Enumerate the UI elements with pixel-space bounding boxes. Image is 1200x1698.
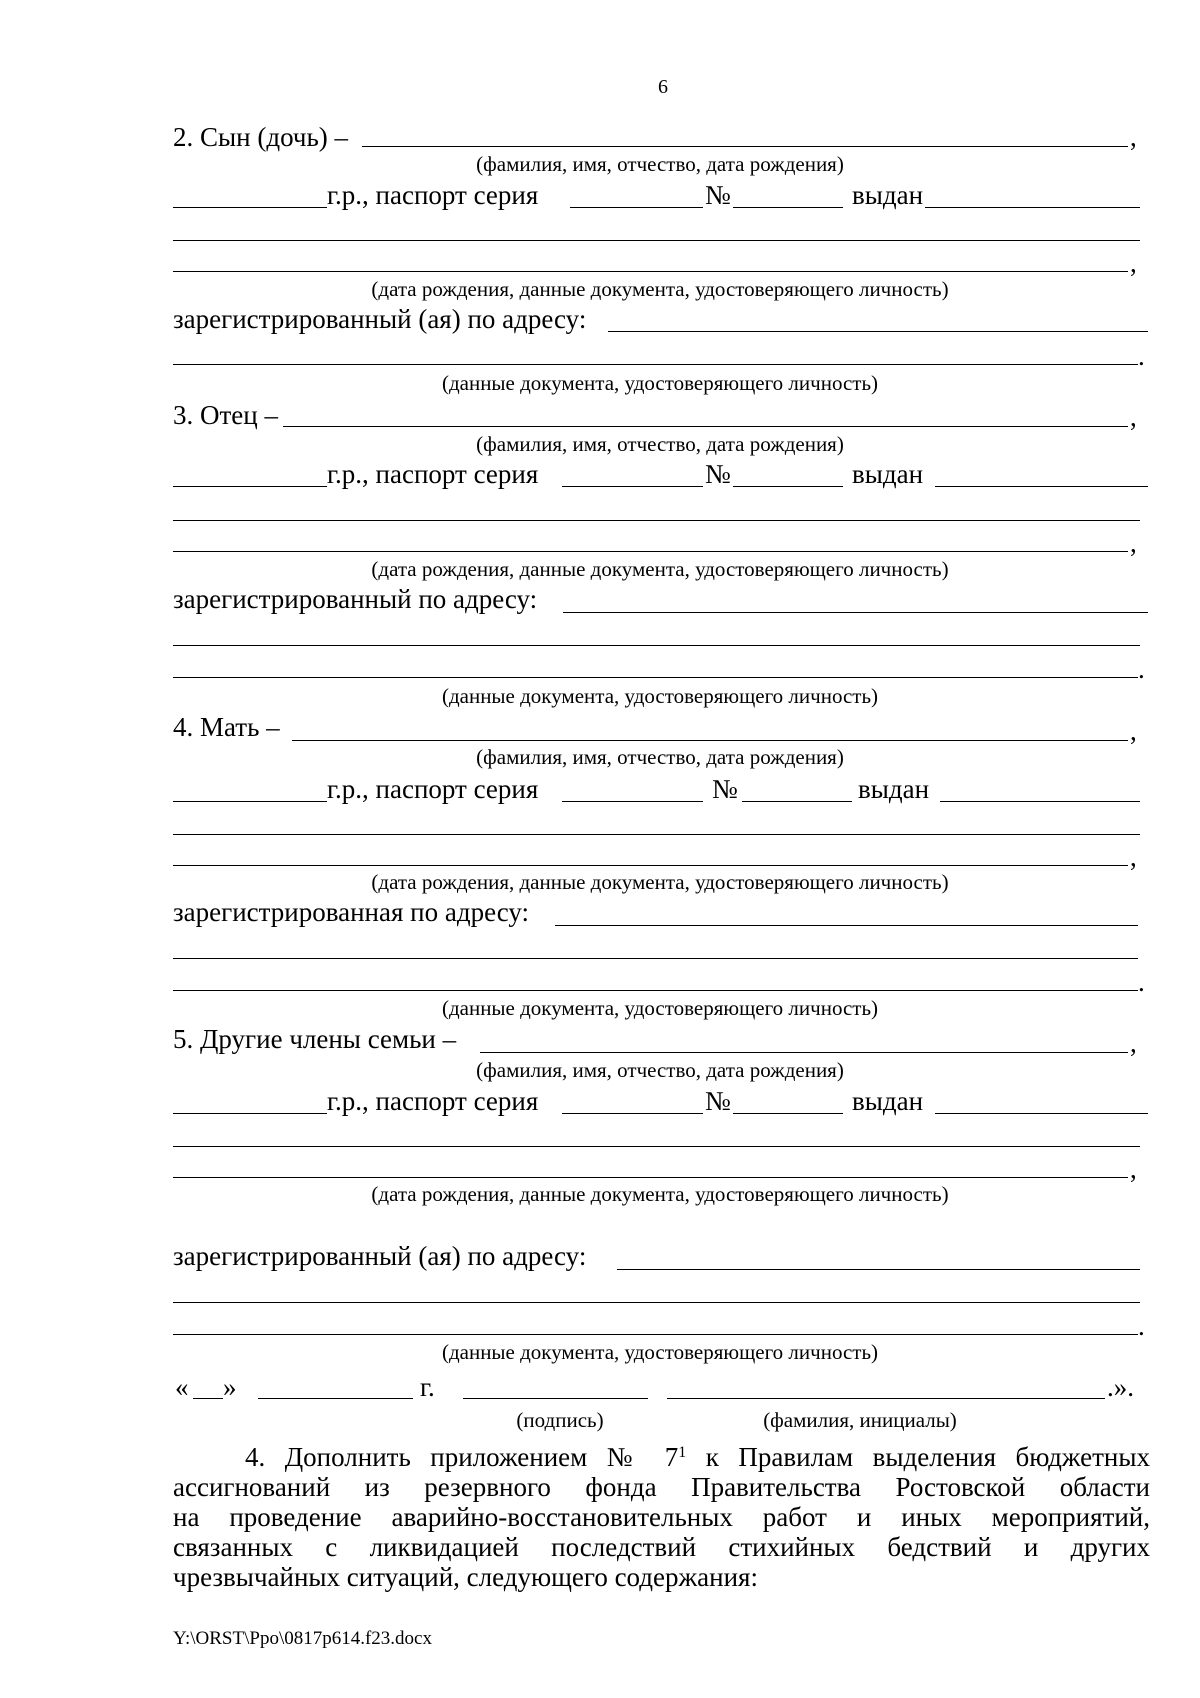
mother-doc-comma: , [1130,842,1137,872]
others-passport-label: г.р., паспорт серия [327,1086,539,1116]
others-birthyear-line[interactable] [173,1113,327,1114]
mother-passport-label: г.р., паспорт серия [327,774,539,804]
son-number-label: № [705,180,731,210]
mother-number-label: № [712,774,738,804]
mother-issued-label: выдан [858,774,930,804]
father-address-line-2[interactable] [173,645,1140,646]
son-address-label: зарегистрированный (ая) по адресу: [173,304,587,334]
paragraph-superscript: 1 [678,1444,687,1461]
mother-fio-caption: (фамилия, имя, отчество, дата рождения) [476,745,844,769]
others-address-line-1[interactable] [617,1269,1140,1270]
father-passport-label: г.р., паспорт серия [327,459,539,489]
mother-doc-caption: (данные документа, удостоверяющего личность) [441,996,879,1020]
son-doc-comma: , [1130,248,1137,278]
name-initials-line[interactable] [667,1398,1105,1399]
father-doc-line-1[interactable] [173,520,1140,521]
son-name-comma: , [1130,122,1137,152]
mother-address-line-1[interactable] [555,925,1138,926]
others-doc-comma: , [1130,1154,1137,1184]
others-number-line[interactable] [733,1113,843,1114]
others-doc-caption: (данные документа, удостоверяющего личность) [441,1340,879,1364]
mother-name-line[interactable] [292,740,1128,741]
father-issued-line[interactable] [935,486,1148,487]
date-quote-open: « [175,1372,189,1402]
son-birthyear-line[interactable] [173,207,327,208]
son-fio-caption: (фамилия, имя, отчество, дата рождения) [476,152,844,176]
section-mother-title: 4. Мать – [173,712,280,742]
mother-issued-line[interactable] [940,801,1140,802]
father-doc-line-2[interactable] [173,551,1128,552]
mother-dob-doc-caption: (дата рождения, данные документа, удостоверяющего личность) [371,870,949,894]
paragraph-line-4: связанных с ликвидацией последствий стихийных бедствий и других [173,1532,1150,1562]
others-doc-line-2[interactable] [173,1177,1128,1178]
others-fio-caption: (фамилия, имя, отчество, дата рождения) [476,1058,844,1082]
date-month-line[interactable] [258,1398,413,1399]
paragraph-line-1-text: 4. Дополнить приложением № 7 [245,1442,679,1472]
date-day-line[interactable] [193,1398,223,1399]
son-doc-line-2[interactable] [173,271,1128,272]
section-father-title: 3. Отец – [173,400,278,430]
others-address-line-3[interactable] [173,1334,1138,1335]
father-issued-label: выдан [852,459,924,489]
others-dob-doc-caption: (дата рождения, данные документа, удостоверяющего личность) [371,1182,949,1206]
father-address-label: зарегистрированный по адресу: [173,584,538,614]
others-issued-line[interactable] [935,1113,1148,1114]
paragraph-line-1-rest: к Правилам выделения бюджетных [686,1442,1150,1472]
son-address-line-2[interactable] [173,364,1138,365]
signature-caption: (подпись) [516,1408,604,1432]
mother-address-line-2[interactable] [173,958,1138,959]
father-dob-doc-caption: (дата рождения, данные документа, удостоверяющего личность) [371,557,949,581]
others-name-comma: , [1130,1028,1137,1058]
father-name-line[interactable] [283,426,1128,427]
others-address-period: . [1138,1311,1145,1341]
mother-name-comma: , [1130,716,1137,746]
name-initials-caption: (фамилия, инициалы) [763,1408,957,1432]
others-address-label: зарегистрированный (ая) по адресу: [173,1241,587,1271]
others-issued-label: выдан [852,1086,924,1116]
date-quote-close: » [223,1372,237,1402]
father-doc-comma: , [1130,528,1137,558]
son-series-line[interactable] [570,207,703,208]
son-dob-doc-caption: (дата рождения, данные документа, удостоверяющего личность) [371,277,949,301]
date-year-suffix: г. [420,1372,435,1402]
son-doc-caption: (данные документа, удостоверяющего личность) [441,371,879,395]
mother-address-line-3[interactable] [173,990,1138,991]
son-name-line[interactable] [362,146,1128,147]
others-series-line[interactable] [562,1113,703,1114]
paragraph-line-3: на проведение аварийно-восстановительных работ и иных мероприятий, [173,1502,1150,1532]
son-address-line-1[interactable] [608,331,1148,332]
signature-end-mark: .». [1107,1372,1134,1402]
son-address-period: . [1138,341,1145,371]
others-number-label: № [705,1086,731,1116]
father-address-line-1[interactable] [563,612,1148,613]
others-address-line-2[interactable] [173,1302,1140,1303]
section-son-title: 2. Сын (дочь) – [173,122,349,152]
father-doc-caption: (данные документа, удостоверяющего личность) [441,684,879,708]
others-doc-line-1[interactable] [173,1146,1140,1147]
mother-number-line[interactable] [742,801,852,802]
son-issued-label: выдан [852,180,924,210]
father-number-line[interactable] [733,486,843,487]
mother-address-label: зарегистрированная по адресу: [173,897,529,927]
father-name-comma: , [1130,402,1137,432]
father-number-label: № [705,459,731,489]
father-series-line[interactable] [562,486,703,487]
mother-doc-line-1[interactable] [173,834,1140,835]
others-name-line[interactable] [480,1052,1128,1053]
mother-doc-line-2[interactable] [173,865,1128,866]
mother-address-period: . [1138,967,1145,997]
son-issued-line[interactable] [925,207,1140,208]
father-fio-caption: (фамилия, имя, отчество, дата рождения) [476,432,844,456]
father-address-period: . [1138,654,1145,684]
son-number-line[interactable] [733,207,843,208]
son-doc-line-1[interactable] [173,240,1140,241]
son-passport-label: г.р., паспорт серия [327,180,539,210]
paragraph-line-2: ассигнований из резервного фонда Правительства Ростовской области [173,1472,1150,1502]
signature-line[interactable] [463,1398,648,1399]
mother-series-line[interactable] [562,801,703,802]
footer-file-path: Y:\ORST\Ppo\0817p614.f23.docx [173,1628,432,1649]
paragraph-line-1 [173,1442,1150,1473]
father-birthyear-line[interactable] [173,486,327,487]
page-number: 6 [658,76,668,98]
mother-birthyear-line[interactable] [173,801,327,802]
father-address-line-3[interactable] [173,677,1138,678]
section-others-title: 5. Другие члены семьи – [173,1024,457,1054]
paragraph-line-5: чрезвычайных ситуаций, следующего содержания: [173,1562,758,1592]
